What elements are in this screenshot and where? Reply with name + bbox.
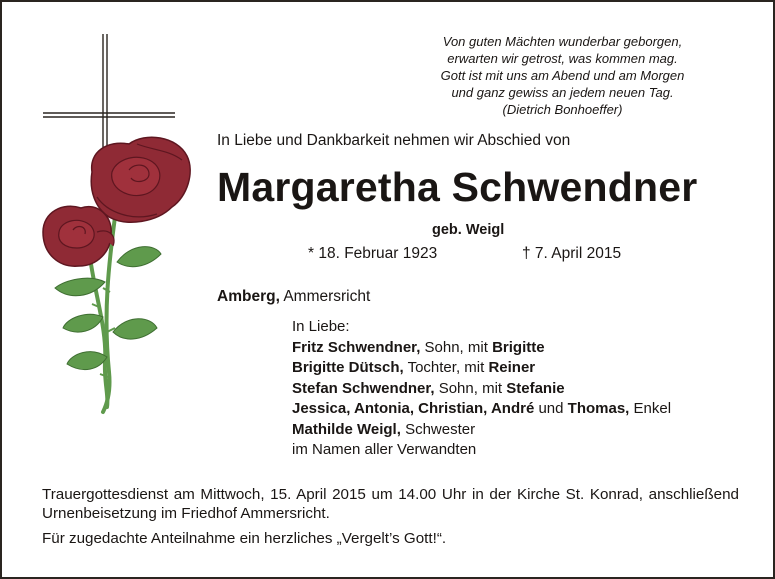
place-town: Amberg, [217, 288, 280, 305]
poem [410, 33, 715, 118]
rose-upper [91, 137, 190, 222]
poem-line: erwarten wir getrost, was kommen mag. [447, 51, 678, 66]
place-line [217, 288, 370, 306]
maiden-name: geb. Weigl [432, 222, 505, 238]
poem-author: (Dietrich Bonhoeffer) [502, 102, 623, 117]
family-closing: im Namen aller Verwandten [292, 441, 477, 458]
family-list [292, 317, 671, 461]
poem-line: und ganz gewiss an jedem neuen Tag. [451, 85, 674, 100]
birth-date: * 18. Februar 1923 [308, 245, 438, 262]
family-member: Fritz Schwendner, Sohn, mit Brigitte [292, 338, 545, 356]
rose-lower [43, 206, 114, 266]
poem-line: Von guten Mächten wunderbar geborgen, [442, 34, 683, 49]
cross-and-roses-illustration [37, 32, 197, 417]
family-heading: In Liebe: [292, 318, 350, 335]
family-member: Mathilde Weigl, Schwester [292, 420, 476, 438]
poem-line: Gott ist mit uns am Abend und am Morgen [440, 68, 685, 83]
family-member: Jessica, Antonia, Christian, André und Thomas, Enkel [292, 400, 672, 417]
family-member: Brigitte Dütsch, Tochter, mit Reiner [292, 359, 536, 376]
thanks-text: Für zugedachte Anteilnahme ein herzliches „Vergelt’s Gott!“. [42, 530, 447, 547]
funeral-service-text: Trauergottesdienst am Mittwoch, 15. April 2015 um 14.00 Uhr in der Kirche St. Konrad, anschließend Urnenbeisetzung im Friedhof Ammersricht. [42, 486, 739, 522]
death-date: † 7. April 2015 [522, 245, 622, 262]
intro-text: In Liebe und Dankbarkeit nehmen wir Abschied von [217, 132, 571, 149]
place-district: Ammersricht [283, 288, 371, 305]
family-member: Stefan Schwendner, Sohn, mit Stefanie [292, 379, 565, 397]
deceased-name: Margaretha Schwendner [217, 164, 698, 210]
